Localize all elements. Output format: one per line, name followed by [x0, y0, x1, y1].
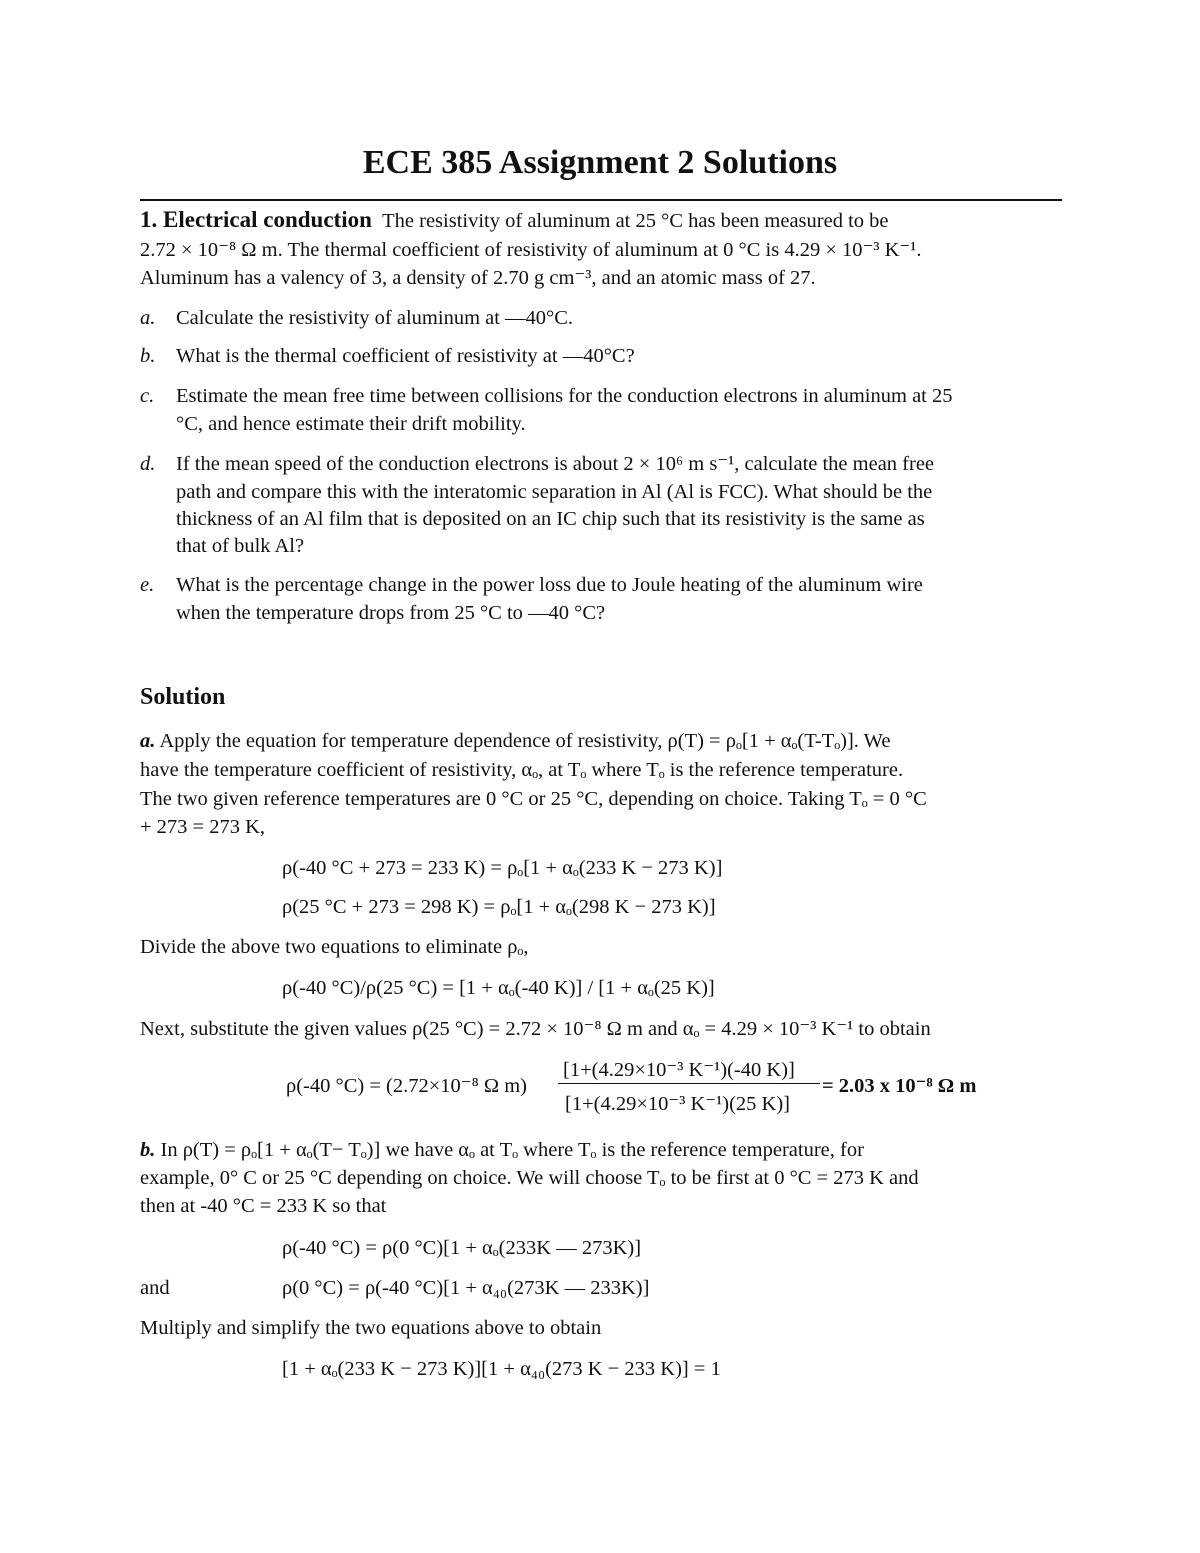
equation-4-numerator: [1+(4.29×10⁻³ K⁻¹)(-40 K)]	[563, 1059, 795, 1081]
fraction-bar	[558, 1083, 820, 1084]
solution-a-line-1-row	[140, 729, 890, 753]
part-a-label: a.	[140, 307, 156, 329]
part-d-text-1: If the mean speed of the conduction electrons is about 2 × 10⁶ m s⁻¹, calculate the mean free	[176, 453, 935, 475]
equation-7: [1 + αₒ(233 K − 273 K)][1 + α₄₀(273 K − 233 K)] = 1	[282, 1358, 721, 1380]
part-d-text-4: that of bulk Al?	[176, 535, 305, 557]
equation-6: ρ(0 °C) = ρ(-40 °C)[1 + α₄₀(273K — 233K)]	[282, 1277, 650, 1299]
document-title: ECE 385 Assignment 2 Solutions	[362, 144, 838, 181]
solution-a-label: a.	[140, 730, 156, 752]
solution-a-line-1: Apply the equation for temperature dependence of resistivity, ρ(T) = ρₒ[1 + αₒ(T-Tₒ)]. We	[159, 730, 891, 752]
equation-4-denominator: [1+(4.29×10⁻³ K⁻¹)(25 K)]	[565, 1093, 790, 1115]
part-e-text-2: when the temperature drops from 25 °C to —40 °C?	[176, 602, 606, 624]
solution-a-line-4: + 273 = 273 K,	[140, 816, 266, 838]
part-e-label: e.	[140, 574, 155, 596]
solution-b-line-2: example, 0° C or 25 °C depending on choice. We will choose Tₒ to be first at 0 °C = 273 K and	[140, 1167, 919, 1189]
solution-heading: Solution	[140, 684, 226, 710]
part-c-text-1: Estimate the mean free time between collisions for the conduction electrons in aluminum at 25	[176, 385, 953, 407]
part-c-text-2: °C, and hence estimate their drift mobility.	[176, 413, 526, 435]
solution-b-line-1-row	[140, 1138, 864, 1162]
solution-a-line-3: The two given reference temperatures are 0 °C or 25 °C, depending on choice. Taking Tₒ = 0 °C	[140, 788, 927, 810]
problem-heading-line	[140, 208, 889, 233]
title-rule	[140, 199, 1062, 201]
part-d-text-3: thickness of an Al film that is deposited on an IC chip such that its resistivity is the same as	[176, 508, 925, 530]
equation-4-left: ρ(-40 °C) = (2.72×10⁻⁸ Ω m)	[286, 1075, 528, 1097]
part-e-text-1: What is the percentage change in the power loss due to Joule heating of the aluminum wire	[176, 574, 923, 596]
problem-intro-3: Aluminum has a valency of 3, a density of 2.70 g cm⁻³, and an atomic mass of 27.	[140, 267, 816, 289]
solution-b-label: b.	[140, 1139, 156, 1161]
problem-intro-1: The resistivity of aluminum at 25 °C has been measured to be	[382, 210, 889, 232]
substitute-text: Next, substitute the given values ρ(25 °C) = 2.72 × 10⁻⁸ Ω m and αₒ = 4.29 × 10⁻³ K⁻¹ to obtain	[140, 1018, 931, 1040]
problem-heading: 1. Electrical conduction	[140, 207, 372, 232]
equation-3: ρ(-40 °C)/ρ(25 °C) = [1 + αₒ(-40 K)] / [1 + αₒ(25 K)]	[282, 977, 715, 999]
multiply-text: Multiply and simplify the two equations above to obtain	[140, 1317, 602, 1339]
solution-b-line-3: then at -40 °C = 233 K so that	[140, 1195, 387, 1217]
part-b-text: What is the thermal coefficient of resistivity at —40°C?	[176, 345, 635, 367]
solution-a-line-2: have the temperature coefficient of resistivity, αₒ, at Tₒ where Tₒ is the reference temperature.	[140, 759, 904, 781]
part-a-text: Calculate the resistivity of aluminum at —40°C.	[176, 307, 574, 329]
problem-intro-2: 2.72 × 10⁻⁸ Ω m. The thermal coefficient of resistivity of aluminum at 0 °C is 4.29 × 10⁻³ K⁻¹.	[140, 239, 922, 261]
part-d-text-2: path and compare this with the interatomic separation in Al (Al is FCC). What should be the	[176, 481, 933, 503]
solution-b-line-1: In ρ(T) = ρₒ[1 + αₒ(T− Tₒ)] we have αₒ at Tₒ where Tₒ is the reference temperature, for	[160, 1139, 864, 1161]
equation-1: ρ(-40 °C + 273 = 233 K) = ρₒ[1 + αₒ(233 K − 273 K)]	[282, 857, 723, 879]
equation-4-result: = 2.03 x 10⁻⁸ Ω m	[822, 1075, 977, 1097]
part-d-label: d.	[140, 453, 156, 475]
and-label: and	[140, 1277, 170, 1299]
equation-5: ρ(-40 °C) = ρ(0 °C)[1 + αₒ(233K — 273K)]	[282, 1237, 642, 1259]
divide-text: Divide the above two equations to eliminate ρₒ,	[140, 936, 529, 958]
part-c-label: c.	[140, 385, 155, 407]
part-b-label: b.	[140, 345, 156, 367]
equation-2: ρ(25 °C + 273 = 298 K) = ρₒ[1 + αₒ(298 K − 273 K)]	[282, 896, 716, 918]
